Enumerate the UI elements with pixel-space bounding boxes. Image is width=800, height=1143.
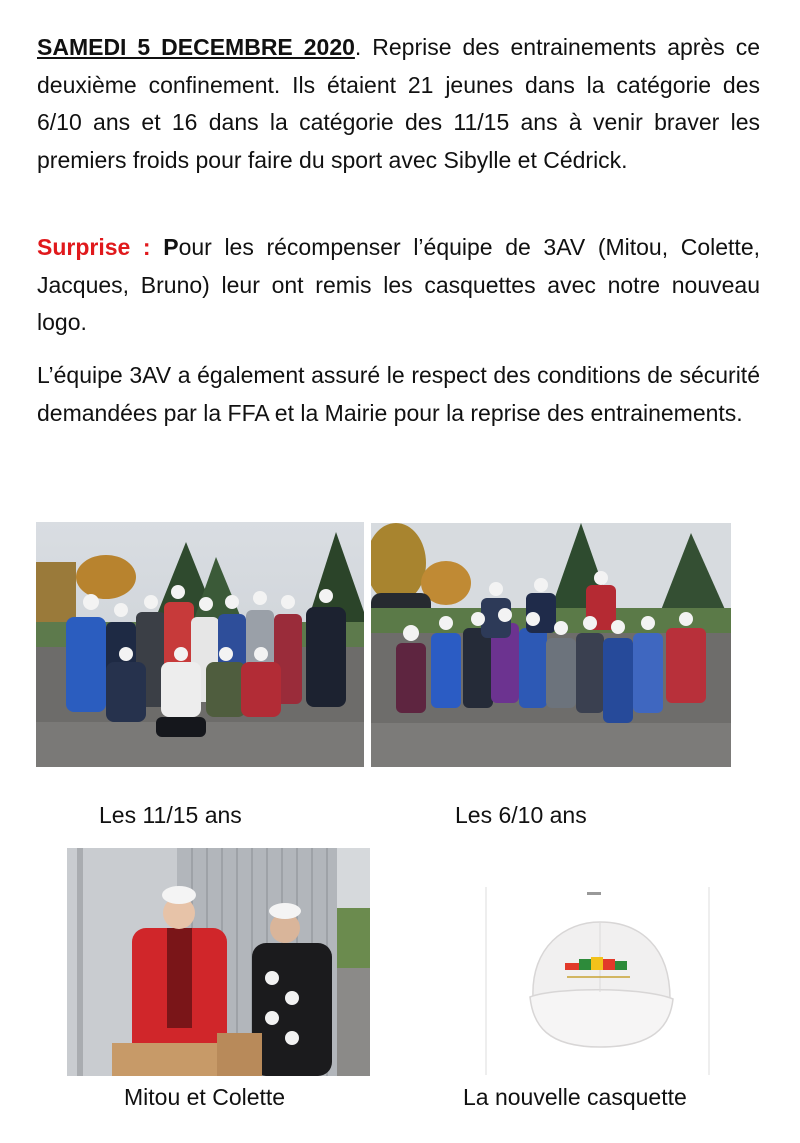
paragraph-safety: L’équipe 3AV a également assuré le respect des conditions de sécurité demandées par la FFA et la Mairie pour la reprise des entrainements. — [37, 362, 760, 426]
date-heading: SAMEDI 5 DECEMBRE 2020 — [37, 34, 355, 60]
caption-mitou-colette: Mitou et Colette — [124, 1084, 286, 1110]
caption-11-15: Les 11/15 ans — [99, 802, 242, 828]
caption-casquette: La nouvelle casquette — [463, 1084, 687, 1110]
surprise-text: our les récompenser l’équipe de 3AV (Mitou, Colette, Jacques, Bruno) leur ont remis les casquettes avec notre nouveau logo. — [37, 234, 761, 335]
surprise-initial: P — [163, 234, 179, 260]
intro-text: . Reprise des entrainements après ce deuxième confinement. Ils étaient 21 jeunes dans la catégorie des 6/10 ans et 16 dans la catégorie des 11/15 ans à venir braver les premiers froids pour faire du sport avec Sibylle et Cédrick. — [37, 34, 760, 173]
caption-6-10: Les 6/10 ans — [455, 802, 587, 828]
photo-group-6-10 — [371, 523, 731, 767]
paragraph-intro — [37, 29, 760, 179]
photo-cap — [485, 887, 710, 1075]
paragraph-surprise — [37, 229, 760, 342]
photo-mitou-colette — [67, 848, 370, 1076]
surprise-label: Surprise : — [37, 234, 151, 260]
photo-group-11-15 — [36, 522, 364, 767]
